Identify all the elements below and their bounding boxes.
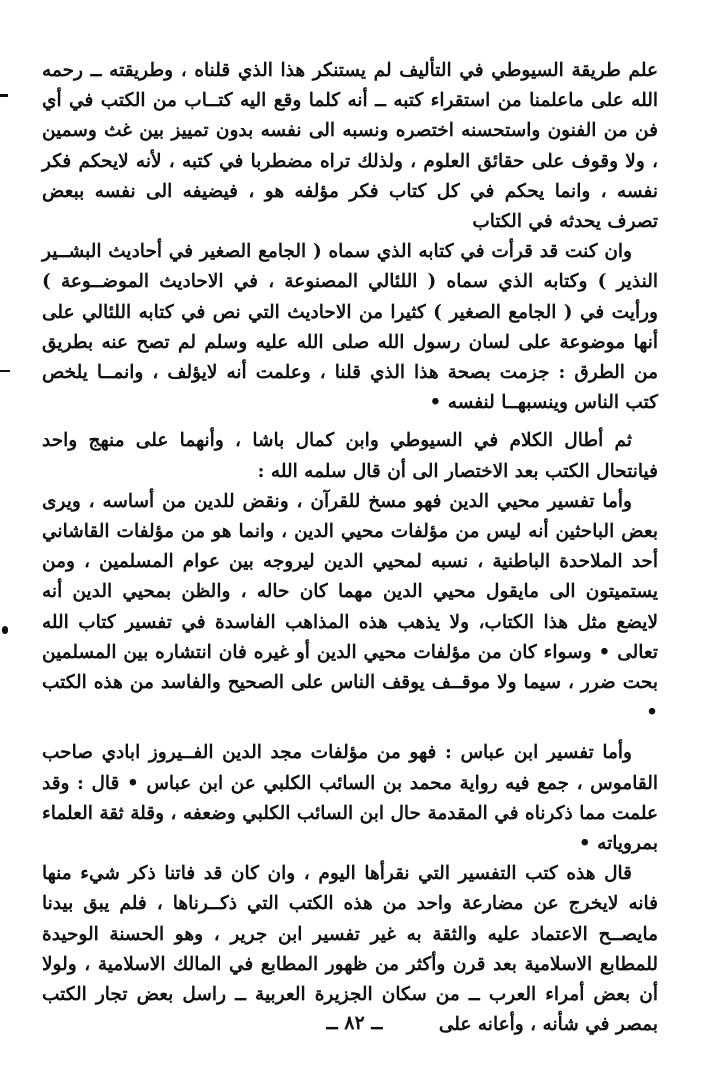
margin-mark <box>2 626 8 634</box>
margin-mark <box>0 94 8 97</box>
margin-mark <box>0 370 10 372</box>
paragraph: وان كنت قد قرأت في كتابه الذي سماه ( الجامع الصغير في أحاديث البشــير النذير ) وكتابه الذي سماه ( اللئالي المصنوعة ، في الاحاديث الموضــوعة ) ورأيت في ( الجامع الصغير ) كثيرا من الاحاديث التي نص في كتابه اللئالي على أنها موضوعة على لسان رسول الله صلى الله عليه وسلم لم تصح عنه بطريق من الطرق : جزمت بصحة هذا الذي قلنا ، وعلمت أنه لايؤلف ، وانمــا يلخص كتب الناس وينسبهــا لنفسه • <box>42 241 658 414</box>
paragraph: قال هذه كتب التفسير التي نقرأها اليوم ، وان كان قد فاتنا ذكر شيء منها فانه لايخرج عن مضارعة واحد من هذه الكتب التي ذكــرناها ، فلم يبق بيدنا مايصــح الاعتماد عليه والثقة به غير تفسير ابن جرير ، وهو الحسنة الوحيدة للمطابع الاسلامية بعد قرن وأكثر من ظهور المطابع في المالك الاسلامية ، ولولا أن بعض أمراء العرب ــ من سكان الجزيرة العربية ــ راسل بعض تجار الكتب بمصر في شأنه ، وأعانه على <box>42 863 658 1036</box>
paragraph: علم طريقة السيوطي في التأليف لم يستنكر هذا الذي قلناه ، وطريقته ــ رحمه الله على ماعلمنا من استقراء كتبه ــ أنه كلما وقع اليه كتــاب من الكتب في أي فن من الفنون واستحسنه اختصره ونسبه الى نفسه بدون تمييز بين غث وسمين ، ولا وقوف على حقائق العلوم ، ولذلك تراه مضطربا في كتبه ، لأنه لايحكم فكر نفسه ، وانما يحكم في كل كتاب فكر مؤلفه هو ، فيضيفه الى نفسه ببعض تصرف يحدثه في الكتاب <box>42 60 658 233</box>
paragraph: ثم أطال الكلام في السيوطي وابن كمال باشا ، وأنهما على منهج واحد فيانتحال الكتب بعد الاختصار الى أن قال سلمه الله : <box>42 430 658 482</box>
paragraph: وأما تفسير محيي الدين فهو مسخ للقرآن ، ونقض للدين من أساسه ، ويرى بعض الباحثين أنه ليس من مؤلفات محيي الدين ، وانما هو من مؤلفات القاشاني أحد الملاحدة الباطنية ، نسبه لمحيي الدين ليروجه بين عوام المسلمين ، ومن يستميتون الى مايقول محيي الدين مهما كان حاله ، والظن بمحيي الدين أنه لايضع مثل هذا الكتاب، ولا يذهب هذه المذاهب الفاسدة في تفسير كتاب الله تعالى • وسواء كان من مؤلفات محيي الدين أو غيره فان انتشاره بين المسلمين بحت ضرر ، سيما ولا موقــف يوقف الناس على الصحيح والفاسد من هذه الكتب • <box>42 490 658 724</box>
paragraph: وأما تفسير ابن عباس : فهو من مؤلفات مجد الدين الفــيروز ابادي صاحب القاموس ، جمع فيه رواية محمد بن السائب الكلبي عن ابن عباس • قال : وقد علمت مما ذكرناه في المقدمة حال ابن السائب الكلبي وضعفه ، وقلة ثقة العلماء بمروياته • <box>42 742 658 855</box>
page-number: ــ ٨٢ ــ <box>326 1012 383 1034</box>
body-text <box>42 56 658 1041</box>
